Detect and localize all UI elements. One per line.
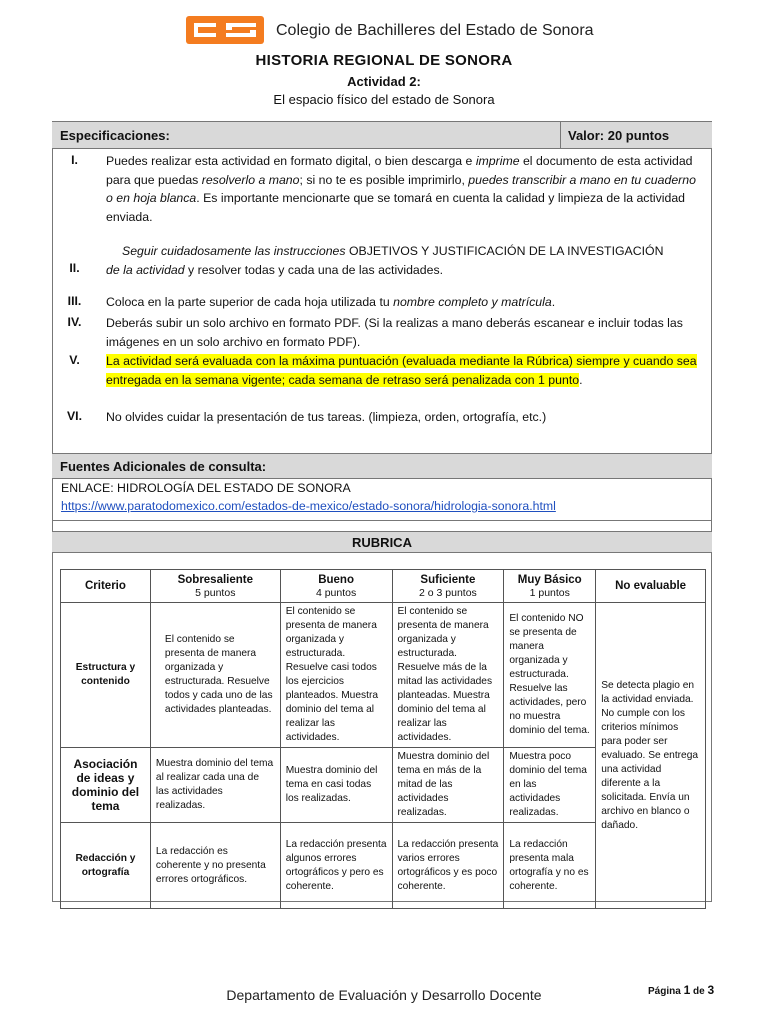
column-header: Muy Básico 1 puntos: [504, 570, 596, 603]
criterion-cell: Asociación de ideas y dominio del tema: [61, 748, 151, 823]
column-header: Criterio: [61, 570, 151, 603]
rubric-header: [52, 531, 712, 553]
column-header: No evaluable: [596, 570, 706, 603]
column-header: Bueno 4 puntos: [280, 570, 392, 603]
rubric-cell: Muestra dominio del tema al realizar cada una de las actividades realizadas.: [150, 748, 280, 823]
course-title: HISTORIA REGIONAL DE SONORA: [255, 52, 513, 69]
rubric-cell: La redacción presenta algunos errores ortográficos y pero es coherente.: [280, 823, 392, 909]
criterion-cell: Redacción y ortografía: [61, 823, 151, 909]
no-evaluable-cell: Se detecta plagio en la actividad enviada. No cumple con los criterios mínimos para poder ser evaluado. Se entrega una actividad diferente a la solicitada. Envía un archivo en blanco o dañado.: [596, 603, 706, 909]
item-number: IV.: [67, 315, 82, 329]
rubric-cell: Muestra dominio del tema en casi todas los realizadas.: [280, 748, 392, 823]
highlighted-text: La actividad será evaluada con la máxima puntuación (evaluada mediante la Rúbrica) siempre y cuando sea entregada en la semana vigente; cada semana de retraso será penalizada con 1 punto: [106, 354, 697, 387]
school-name: Colegio de Bachilleres del Estado de Sonora: [276, 22, 594, 39]
criterion-cell: Estructura y contenido: [61, 603, 151, 748]
value-cell: [560, 122, 713, 149]
item-number: III.: [67, 294, 82, 308]
spec-item-6: No olvides cuidar la presentación de tus tareas. (limpieza, orden, ortografía, etc.): [106, 410, 547, 424]
item-number: V.: [69, 353, 80, 367]
item-number: II.: [69, 261, 80, 275]
spec-item-4: Deberás subir un solo archivo en formato PDF. (Si la realizas a mano deberás escanear e incluir todas las imágenes en un solo archivo en formato PDF).: [106, 316, 683, 349]
department-footer: Departamento de Evaluación y Desarrollo Docente: [226, 987, 542, 1003]
rubric-table: [60, 569, 706, 909]
item-number: I.: [71, 153, 78, 167]
source-link[interactable]: https://www.paratodomexico.com/estados-de-mexico/estado-sonora/hidrologia-sonora.html: [61, 499, 556, 513]
spec-item-1: Puedes realizar esta actividad en formato digital, o bien descarga e imprime el documento de esta actividad para que puedas resolverlo a mano; si no te es posible imprimirlo, puedes transcribir a mano en tu cuaderno o en hoja blanca. Es importante mencionarte que se tomará en cuenta la calidad y limpieza de la actividad enviada.: [106, 154, 696, 224]
rubric-cell: La redacción presenta mala ortografía y no es coherente.: [504, 823, 596, 909]
activity-number: Actividad 2:: [347, 74, 421, 89]
rubric-cell: El contenido NO se presenta de manera organizada y estructurada. Resuelve las actividades, pero no muestra dominio del tema.: [504, 603, 596, 748]
value-label: Valor: 20 puntos: [568, 128, 670, 143]
specifications-header: [52, 121, 712, 149]
activity-subtitle: El espacio físico del estado de Sonora: [273, 92, 495, 107]
rubric-cell: La redacción es coherente y no presenta errores ortográficos.: [150, 823, 280, 909]
rubric-header-row: [61, 570, 706, 603]
column-header: Sobresaliente 5 puntos: [150, 570, 280, 603]
rubric-cell: Muestra dominio del tema en más de la mitad de las actividades realizadas.: [392, 748, 504, 823]
cobach-logo: [186, 16, 264, 44]
page-number: Página 1 de 3: [648, 983, 715, 997]
spec-item-3: Coloca en la parte superior de cada hoja utilizada tu nombre completo y matrícula.: [106, 295, 556, 309]
column-header: Suficiente 2 o 3 puntos: [392, 570, 504, 603]
rubric-cell: Muestra poco dominio del tema en las actividades realizadas.: [504, 748, 596, 823]
rubric-cell: El contenido se presenta de manera organizada y estructurada. Resuelve todos y cada uno de las actividades planteadas.: [150, 603, 280, 748]
sources-header: [52, 453, 712, 479]
rubric-cell: El contenido se presenta de manera organizada y estructurada. Resuelve casi todos los ejercicios planteados. Muestra dominio del tema al realizar las actividades.: [280, 603, 392, 748]
rubric-label: RUBRICA: [352, 535, 412, 550]
divider: [52, 520, 712, 521]
sources-label: Fuentes Adicionales de consulta:: [60, 459, 267, 474]
link-title: ENLACE: HIDROLOGÍA DEL ESTADO DE SONORA: [61, 481, 351, 495]
item-number: VI.: [66, 409, 83, 423]
table-row: [61, 603, 706, 748]
spec-item-2: Seguir cuidadosamente las instrucciones OBJETIVOS Y JUSTIFICACIÓN DE LA INVESTIGACIÓN de la actividad y resolver todas y cada una de las actividades.: [106, 244, 664, 277]
rubric-cell: La redacción presenta varios errores ortográficos y es poco coherente.: [392, 823, 504, 909]
specifications-label: Especificaciones:: [60, 128, 170, 143]
rubric-cell: El contenido se presenta de manera organizada y estructurada. Resuelve más de la mitad las actividades planteadas. Muestra dominio del tema al realizar las actividades.: [392, 603, 504, 748]
spec-item-5: La actividad será evaluada con la máxima puntuación (evaluada mediante la Rúbrica) siempre y cuando sea entregada en la semana vigente; cada semana de retraso será penalizada con 1 punto.: [106, 354, 697, 387]
